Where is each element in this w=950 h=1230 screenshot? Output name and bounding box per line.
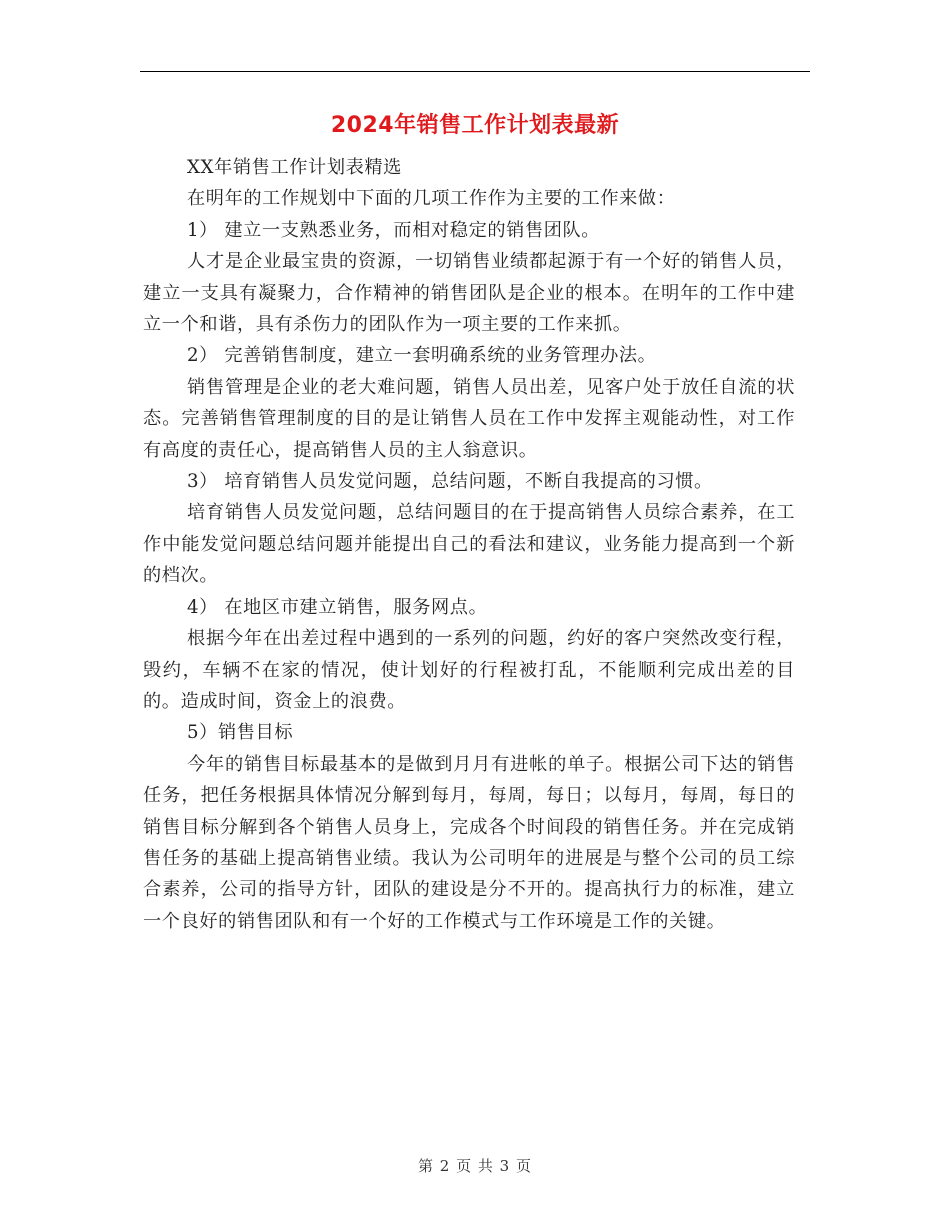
paragraph-item-1-heading: 1） 建立一支熟悉业务，而相对稳定的销售团队。 <box>187 219 601 241</box>
paragraph-item-5-heading: 5）销售目标 <box>187 722 294 744</box>
paragraph-intro: 在明年的工作规划中下面的几项工作作为主要的工作来做： <box>187 188 676 210</box>
header-rule <box>140 71 810 72</box>
page-footer: 第 2 页 共 3 页 <box>418 1157 532 1175</box>
paragraph-item-4-body: 根据今年在出差过程中遇到的一系列的问题，约好的客户突然改变行程，毁约，车辆不在家的情况，使计划好的行程被打乱，不能顺利完成出差的目的。造成时间，资金上的浪费。 <box>143 628 795 712</box>
paragraph-item-3-body: 培育销售人员发觉问题，总结问题目的在于提高销售人员综合素养，在工作中能发觉问题总结问题并能提出自己的看法和建议，业务能力提高到一个新的档次。 <box>143 502 795 587</box>
paragraph-item-1-body: 人才是企业最宝贵的资源，一切销售业绩都起源于有一个好的销售人员，建立一支具有凝聚力，合作精神的销售团队是企业的根本。在明年的工作中建立一个和谐，具有杀伤力的团队作为一项主要的工作来抓。 <box>143 251 795 336</box>
paragraph-subtitle: XX年销售工作计划表精选 <box>187 157 402 178</box>
paragraph-item-2-heading: 2） 完善销售制度，建立一套明确系统的业务管理办法。 <box>187 345 657 367</box>
paragraph-item-4-heading: 4） 在地区市建立销售，服务网点。 <box>187 596 488 618</box>
paragraph-item-3-heading: 3） 培育销售人员发觉问题，总结问题，不断自我提高的习惯。 <box>187 471 713 493</box>
document-title: 2024年销售工作计划表最新 <box>330 113 620 138</box>
document-body <box>143 152 795 937</box>
paragraph-item-5-body: 今年的销售目标最基本的是做到月月有进帐的单子。根据公司下达的销售任务，把任务根据具体情况分解到每月，每周，每日；以每月，每周，每日的销售目标分解到各个销售人员身上，完成各个时间段的销售任务。并在完成销售任务的基础上提高销售业绩。我认为公司明年的进展是与整个公司的员工综合素养，公司的指导方针，团队的建设是分不开的。提高执行力的标准，建立一个良好的销售团队和有一个好的工作模式与工作环境是工作的关键。 <box>143 753 795 932</box>
paragraph-item-2-body: 销售管理是企业的老大难问题，销售人员出差，见客户处于放任自流的状态。完善销售管理制度的目的是让销售人员在工作中发挥主观能动性，对工作有高度的责任心，提高销售人员的主人翁意识。 <box>143 376 795 461</box>
